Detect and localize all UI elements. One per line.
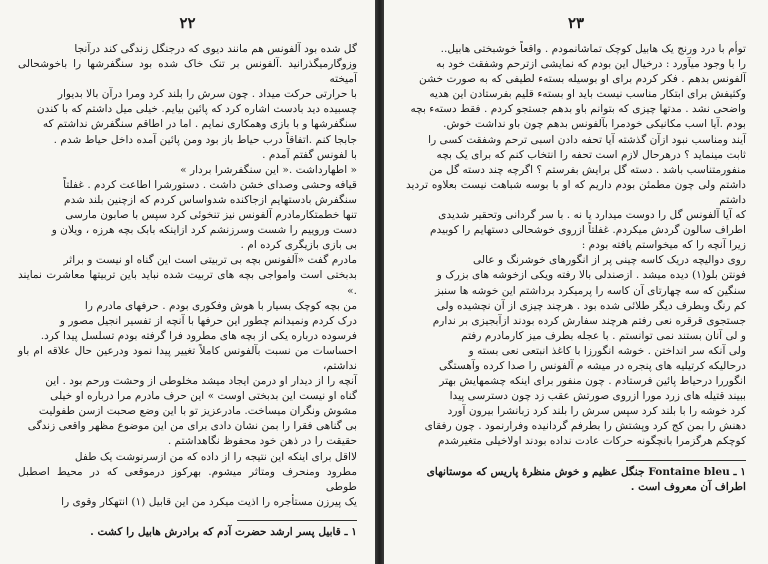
text-line: درحالیکه کرتیلیه های پنجره در میشه م آلفونس را صدا کرده وآهستگی [438, 359, 746, 372]
text-line: بی گناهی فقرا را بمن نشان دادی برای من این موضوع مظهر واقعی زندگی [27, 420, 357, 433]
footnote: ١ ـ قابیل پسر ارشد حضرت آدم که برادرش هابیل را کشت . [90, 525, 357, 538]
book-gutter [375, 0, 384, 564]
page-body [406, 42, 746, 450]
text-line: روی دوالیچه دریک کاسه چینی پر از انگورهای خوشرنگ و عالی [473, 254, 746, 267]
text-line: سنگفرشها و با بازی وهمکاری نمایم . اما در اطاقم سنگفرش نداشتم که [42, 118, 357, 131]
text-line: یک پیرزن مستأجره را اذیت میکرد من این قابیل (١) انتهکار وقوی را [61, 495, 357, 508]
text-line: بودم .آیا اسب مکانیکی خودمرا بآلفونس بدهم چون باو نداشت خوش. [443, 118, 746, 131]
text-line: مطرود ومنحرف ومتاثر میشوم. بهرکوز درموقعی که در محیط اصطبل طوطی [18, 465, 357, 493]
text-line: ببیند قتیله های زرد مورا ازروی صورتش عقب زد چون دسترسی پیدا [449, 390, 746, 403]
text-line: جابجا کنم .اتفاقاً درب حیاط باز بود ومن پائین آمده داخل حیاط شدم . [53, 133, 357, 146]
text-line: فونتن بلو(١) دیده میشد . ازصندلی بالا رفته ویکی ازخوشه های بزرک و [436, 269, 746, 282]
text-line: جستجوی قرقره نعی رفتم هرچند سفارش کرده بودند ازآبجیزی بر ندارم [432, 314, 746, 327]
text-line: توأم با درد ورنج یک هابیل کوچک تماشانمودم . واقعاً خوشبختی هابیل.. [440, 43, 746, 55]
text-line: را با وجود میآورد : درخیال این بودم که نمایشی ازترحم وشفقت خود به [436, 58, 746, 71]
page-body [18, 42, 357, 510]
text-line: چسبیده دید بادست اشاره کرد که پائین بیایم. خیلی میل داشتم که با کندن [36, 103, 357, 116]
text-line: اطراف سالون گردش میکردم. غفلتاً ازروی خوشحالی دستهایم را کوبیدم [430, 224, 746, 237]
text-line: کوچکم هرگزمرا بانچگونه حرکات عادت نداده بودند اولاخیلی متغیرشدم [437, 435, 746, 448]
text-line: قیافه وحشی وصدای خشن داشت . دستورشرا اطاعت کردم . غفلتاً [63, 178, 357, 191]
text-line: وکثیفش برای ابتکار مناسب نیست باید او بستهء قلیم بفرستادن این هدیه [429, 88, 746, 101]
text-line: ثابت مینماید ؟ درهرحال لازم است تحفه را انتخاب کنم که برای یک بچه [436, 148, 746, 161]
text-line: که آیا آلفونس گل را دوست میدارد یا نه . با سر گردانی وتحقیر شدیدی [438, 209, 746, 222]
footnote-rule [237, 520, 357, 521]
text-line: کم رنگ وبطرف دیگر طلائی شده بود . هرچند چیزی از آن نچشیده ولی [436, 299, 746, 312]
text-line: ولی آنکه سر انداختن . خوشه انگورزا با کاغذ انبتعی نعی بسته و [468, 344, 746, 357]
text-line: منفورمتناسب باشد . دسته گل برایش بفرستم ؟ اگرچه چند دسته گل من [428, 163, 746, 176]
text-line: من بچه کوچک بسیار با هوش وفکوری بودم . حرفهای مادرم را [84, 299, 357, 312]
page-number: ٢٢ [179, 14, 196, 32]
text-line: کرد خوشه را با بلند کرد سپس سرش را بلند کرد زبانشرا بیرون آورد [447, 405, 746, 418]
text-line: بی بازی بازیگری کرده ام . [240, 239, 357, 252]
left-page [0, 0, 375, 564]
text-line: حقیقت را در ذهن خود محفوظ نگاهداشتم . [167, 435, 357, 448]
text-line: درک کردم ونمیدانم چطور این حرفها با آنچه از تفسیر انجیل مصور و [59, 314, 357, 327]
text-line: تنها خطمتکارمادرم آلفونس نیز تنخوئی کرد سپس با صابون مارسی [65, 209, 357, 222]
text-line: سنگفرش بادستهایم ازجاکنده شدواساس کردم که ازچنین بلند شدم [64, 193, 357, 206]
text-line: زیرا آنچه را که میخواستم یافته بودم : [581, 239, 746, 252]
text-line: با لفونس گفتم آمدم . [262, 148, 357, 161]
text-line: « اطهارداشت .« این سنگفرشرا بردار » [180, 163, 357, 176]
text-line: واضحی نشد . مدتها چیزی که بتوانم باو بدهم جستجو کردم . فقط دستهء بچه [410, 103, 746, 116]
right-page [384, 0, 768, 564]
text-line: گناه او نیست این بدبختی اوست » این حرف مادرم مرا درباره او خیلی [50, 390, 357, 403]
text-line: احساسات من نسبت بآلفونس کاملاً تغییر پیدا نمود ودرعین حال علاقه ام باو نداشتم، [18, 344, 357, 372]
text-line: آیند ومناسب نبود ازآن گذشته آیا تحفه دادن اسبی ترحم وشفقت کسی را [428, 133, 746, 146]
text-line: دهنش را بمن کج کرد وپشتش را بطرفم گردانیده وفرارنمود . چون رفقای [424, 420, 746, 433]
text-line: گل شده بود آلفونس هم مانند دیوی که درجنگل زندگی کند درآنجا [74, 43, 357, 55]
text-line: سنگین که سه چهارتای آن کاسه را پرمیکرد برداشتم این خوشه ها سنبز [435, 284, 746, 297]
text-line: بدبختی است وامواجی بچه های تربیت شده نباید باین تربیتها معاشرت نمایند .» [18, 269, 357, 297]
text-line: و لی آنان بستند نمی توانستم . با عجله بطرف میز کارمادرم رفتم [461, 329, 746, 342]
text-line: آلفونس بدهم . فکر کردم برای او بوسیله بستهء لطیفی که به صورت خشن [419, 73, 746, 86]
text-line: انگوررا درحیاط پائین فرستادم . چون منفور برای اینکه چشمهایش بهتر [439, 375, 746, 388]
footnote: ١ ـ Fontaine bleu جنگل عظیم و خوش منظرهٔ پاریس که موستانهای اطراف آن معروف است . [426, 465, 746, 493]
text-line: با حرارتی حرکت میداد . چون سرش را بلند کرد ومرا درآن بالا بدیوار [57, 88, 357, 101]
text-line: مشوش ونگران میساخت. مادرعزیز تو با این وضع صحبت ازسن طفولیت [38, 405, 357, 418]
text-line: مادرم گفت «آلفونس بچه بی تربیتی است این گناه او نیست و براثر [63, 254, 357, 267]
text-line: دست وروییم را شست وسرزنشم کرد ازاینکه بابک بچه هرزه ، ویلان و [51, 224, 357, 237]
text-line: داشتم ولی چون مطمئن بودم داریم که او با بوسه شباهت نیست بعلاوه تردید داشتم [406, 178, 746, 206]
footnote-rule [626, 460, 746, 461]
text-line: وزوگارمیگذرانید .آلفونس بر تنک خاک شده بود سنگفرشها را باخوشحالی آمیخته [18, 58, 357, 86]
text-line: آنچه را از دیدار او درمن ایجاد میشد مخلوطی از وحشت ورحم بود . این [45, 375, 357, 388]
page-number: ٢٣ [567, 14, 585, 32]
text-line: لااقل برای اینکه این نتیجه را از داده که من ازسرنوشت یک طفل [74, 450, 357, 463]
text-line: فرسوده درباره یکی از بچه های مطرود فرا گرفته بودم تسلسل پیدا کرد. [40, 329, 357, 342]
